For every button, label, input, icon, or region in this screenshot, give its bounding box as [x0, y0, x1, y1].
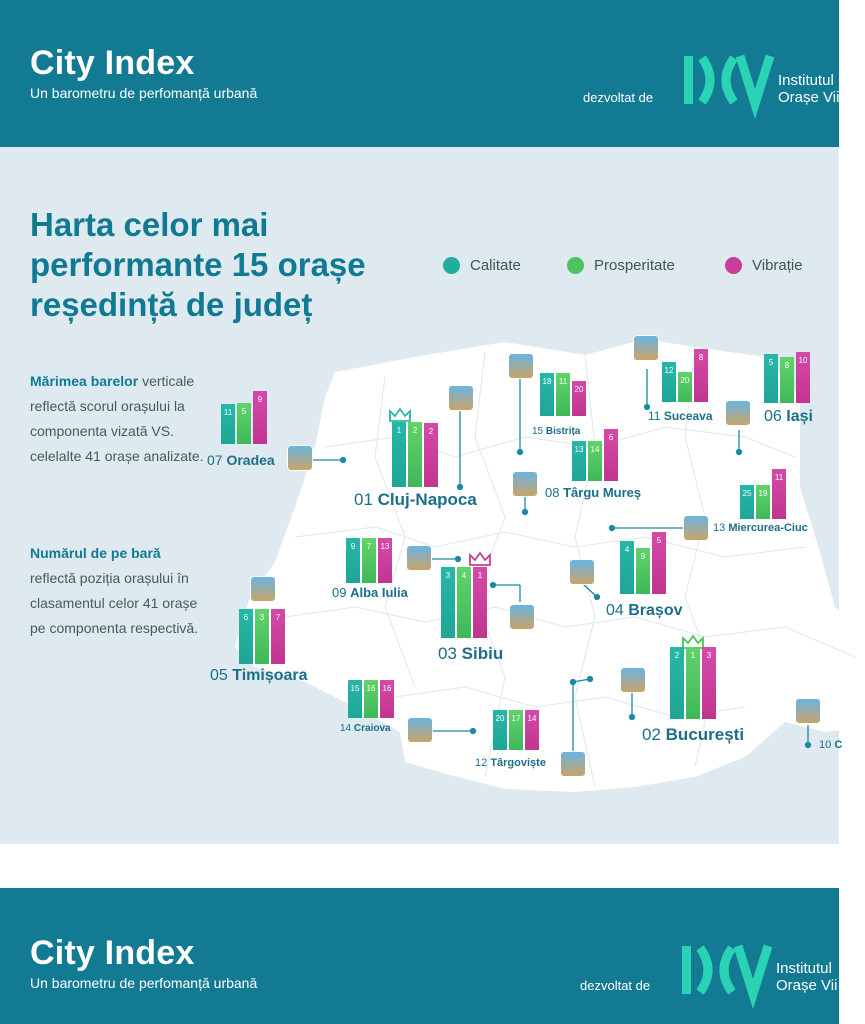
- header-banner: [0, 0, 839, 147]
- bar-calitate: [221, 404, 235, 444]
- cluj-landmark-image: [448, 385, 474, 411]
- rank-value: 3: [445, 571, 451, 580]
- city-number: 02: [642, 725, 661, 744]
- rank-value: 17: [511, 714, 521, 723]
- bar-vibratie: [572, 381, 586, 416]
- city-number: 11: [648, 409, 661, 423]
- bars-targoviste: [493, 710, 539, 750]
- bar-calitate: [348, 680, 362, 718]
- footer-developed-by-label: dezvoltat de: [580, 978, 651, 993]
- rank-value: 9: [257, 395, 263, 404]
- city-name: Miercurea-Ciuc: [728, 522, 808, 534]
- bar-vibratie: [796, 352, 810, 403]
- rank-value: 11: [223, 408, 233, 417]
- city-number: 01: [354, 490, 373, 509]
- bar-vibratie: [694, 349, 708, 402]
- craiova-landmark-image: [407, 717, 433, 743]
- bar-vibratie: [378, 538, 392, 583]
- city-label-miercurea-ciuc: [713, 522, 808, 534]
- city-name: Târgu Mureș: [563, 485, 642, 500]
- title-line3: reședință de județ: [30, 286, 313, 323]
- rank-value: 16: [382, 684, 392, 693]
- city-name: Târgoviște: [490, 757, 546, 769]
- bar-prosperitate: [408, 422, 422, 487]
- rank-value: 10: [798, 356, 808, 365]
- city-number: 09: [332, 585, 347, 600]
- note2-bold: Numărul de pe bară: [30, 545, 161, 561]
- rank-value: 1: [690, 651, 696, 660]
- city-label-iasi: [764, 408, 813, 426]
- bar-prosperitate: [556, 373, 570, 416]
- city-label-targoviste: [475, 757, 546, 769]
- city-label-craiova: [340, 723, 391, 734]
- rank-value: 1: [396, 426, 402, 435]
- bar-prosperitate: [678, 372, 692, 402]
- footer-iov-logo: [680, 942, 772, 998]
- rank-value: 14: [590, 445, 600, 454]
- bar-calitate: [572, 441, 586, 481]
- city-number: 08: [545, 485, 560, 500]
- bar-calitate: [441, 567, 455, 638]
- rank-value: 15: [350, 684, 360, 693]
- targu-mures-landmark-image: [512, 471, 538, 497]
- rank-value: 6: [608, 433, 614, 442]
- rank-value: 3: [706, 651, 712, 660]
- rank-value: 9: [350, 542, 356, 551]
- city-label-bucuresti: [642, 725, 744, 745]
- city-name: Bistrița: [545, 426, 581, 437]
- bar-prosperitate: [780, 357, 794, 403]
- brand-subtitle: Un barometru de perfomanță urbană: [30, 85, 258, 101]
- bars-iasi: [764, 352, 810, 403]
- rank-value: 20: [680, 376, 690, 385]
- title-line1: Harta celor mai: [30, 206, 269, 243]
- rank-value: 18: [542, 377, 552, 386]
- footer-brand: [30, 934, 257, 991]
- rank-value: 2: [428, 427, 434, 436]
- infographic-panel: [0, 147, 843, 844]
- bar-calitate: [662, 362, 676, 402]
- note2-text: reflectă poziția orașului în clasamentul celor 41 orașe pe componenta respectivă.: [30, 570, 199, 636]
- bar-prosperitate: [636, 548, 650, 594]
- rank-value: 6: [243, 613, 249, 622]
- legend-label-prosperitate: Prosperitate: [594, 257, 675, 274]
- rank-value: 2: [412, 426, 418, 435]
- bar-vibratie: [380, 680, 394, 718]
- rank-value: 7: [366, 542, 372, 551]
- rank-value: 5: [241, 407, 247, 416]
- footer-brand-subtitle: Un barometru de perfomanță urbană: [30, 975, 258, 991]
- city-name: Iași: [786, 408, 813, 425]
- bar-vibratie: [702, 647, 716, 719]
- city-name: Cluj-Napoca: [377, 490, 477, 509]
- city-name: C: [834, 739, 843, 751]
- bar-vibratie: [772, 469, 786, 519]
- legend-label-vibratie: Vibrație: [752, 257, 803, 274]
- rank-value: 5: [768, 358, 774, 367]
- rank-value: 8: [784, 361, 790, 370]
- iov-logo: [682, 52, 774, 108]
- suceava-landmark-image: [633, 335, 659, 361]
- institute-line2: Orașe Vii: [778, 89, 840, 106]
- rank-value: 13: [574, 445, 584, 454]
- bar-calitate: [239, 609, 253, 664]
- bar-prosperitate: [255, 609, 269, 664]
- bar-calitate: [392, 422, 406, 487]
- rank-value: 9: [640, 552, 646, 561]
- brand-title: City Index: [30, 44, 195, 82]
- bar-prosperitate: [756, 485, 770, 519]
- bars-bistrita: [540, 373, 586, 416]
- iasi-landmark-image: [725, 400, 751, 426]
- city-number: 14: [340, 723, 352, 734]
- note1-text: verticale reflectă scorul orașului la componenta vizată VS. celelalte 41 orașe analizate.: [30, 373, 204, 464]
- rank-value: 25: [742, 489, 752, 498]
- rank-value: 19: [758, 489, 768, 498]
- bar-vibratie: [253, 391, 267, 444]
- bar-vibratie: [424, 423, 438, 487]
- bar-calitate: [346, 538, 360, 583]
- rank-value: 4: [624, 545, 630, 554]
- city-name: Oradea: [226, 452, 275, 468]
- bar-calitate: [764, 354, 778, 403]
- city-number: 10: [819, 739, 832, 751]
- bar-prosperitate: [362, 538, 376, 583]
- city-name: Brașov: [628, 602, 683, 619]
- cluj-crown-icon: [389, 408, 411, 422]
- city-number: 13: [713, 522, 726, 534]
- brand: [30, 44, 257, 101]
- bar-vibratie: [525, 710, 539, 750]
- rank-value: 11: [558, 377, 568, 386]
- rank-value: 14: [527, 714, 537, 723]
- bar-vibratie: [473, 567, 487, 638]
- rank-value: 13: [380, 542, 390, 551]
- city-label-targu-mures: [545, 485, 641, 500]
- bar-vibratie: [271, 609, 285, 664]
- bars-miercurea-ciuc: [740, 469, 786, 519]
- city-name: București: [665, 725, 745, 744]
- bar-calitate: [670, 647, 684, 719]
- legend-label-calitate: Calitate: [470, 257, 521, 274]
- city-number: 03: [438, 644, 457, 663]
- bars-bucuresti: [670, 647, 716, 719]
- footer-institute-line1: Institutul: [776, 960, 832, 977]
- city-name: Sibiu: [461, 644, 504, 663]
- rank-value: 8: [698, 353, 704, 362]
- city-label-alba-iulia: [332, 585, 408, 600]
- city-label-10: [819, 739, 842, 751]
- constanta-landmark-image: [795, 698, 821, 724]
- city-name: Suceava: [663, 409, 713, 423]
- sibiu-crown-icon: [469, 552, 491, 566]
- city-number: 12: [475, 757, 488, 769]
- bar-prosperitate: [364, 680, 378, 718]
- sibiu-landmark-image: [509, 604, 535, 630]
- rank-value: 11: [774, 473, 784, 482]
- bars-targu-mures: [572, 429, 618, 481]
- rank-value: 5: [656, 536, 662, 545]
- city-number: 15: [532, 426, 544, 437]
- bar-prosperitate: [686, 647, 700, 719]
- city-number: 07: [207, 452, 223, 468]
- brasov-landmark-image: [569, 559, 595, 585]
- bistrita-landmark-image: [508, 353, 534, 379]
- bars-timisoara: [239, 609, 285, 664]
- bar-calitate: [540, 373, 554, 416]
- rank-value: 16: [366, 684, 376, 693]
- bar-prosperitate: [588, 441, 602, 481]
- footer-institute-line2: Orașe Vii: [776, 977, 838, 994]
- bar-calitate: [493, 710, 507, 750]
- city-name: Alba Iulia: [350, 585, 408, 600]
- institute-name: [778, 72, 839, 106]
- rank-value: 20: [495, 714, 505, 723]
- bar-prosperitate: [237, 403, 251, 444]
- bucuresti-landmark-image: [620, 667, 646, 693]
- bar-prosperitate: [509, 710, 523, 750]
- bars-brasov: [620, 532, 666, 594]
- rank-value: 1: [477, 571, 483, 580]
- rank-value: 2: [674, 651, 680, 660]
- rank-value: 4: [461, 571, 467, 580]
- city-label-cluj-napoca: [354, 490, 477, 510]
- bars-sibiu: [441, 567, 487, 638]
- title-line2: performante 15 orașe: [30, 246, 366, 283]
- targoviste-landmark-image: [560, 751, 586, 777]
- bars-cluj-napoca: [392, 422, 438, 487]
- rank-value: 7: [275, 613, 281, 622]
- bars-suceava: [662, 349, 708, 402]
- city-label-sibiu: [438, 644, 503, 664]
- footer-institute-name: [776, 960, 837, 994]
- bars-craiova: [348, 680, 394, 718]
- alba-iulia-landmark-image: [406, 545, 432, 571]
- city-number: 04: [606, 602, 624, 619]
- developed-by-label: dezvoltat de: [583, 90, 654, 105]
- city-name: Craiova: [353, 723, 391, 734]
- miercurea-ciuc-landmark-image: [683, 515, 709, 541]
- bar-prosperitate: [457, 567, 471, 638]
- note1-bold: Mărimea barelor: [30, 373, 139, 389]
- rank-value: 3: [259, 613, 265, 622]
- institute-line1: Institutul: [778, 72, 834, 89]
- rank-value: 20: [574, 385, 584, 394]
- oradea-landmark-image: [287, 445, 313, 471]
- bar-vibratie: [604, 429, 618, 481]
- city-label-suceava: [648, 409, 713, 423]
- bar-calitate: [740, 485, 754, 519]
- separator: [0, 844, 839, 888]
- city-number: 06: [764, 408, 782, 425]
- city-label-oradea: [207, 452, 275, 468]
- city-number: 05: [210, 667, 228, 684]
- bars-oradea: [221, 391, 267, 444]
- city-name: Timișoara: [232, 667, 308, 684]
- bar-calitate: [620, 541, 634, 594]
- footer-brand-title: City Index: [30, 934, 195, 972]
- city-label-timisoara: [210, 667, 308, 685]
- city-label-brasov: [606, 602, 683, 620]
- footer-banner: [0, 888, 839, 1024]
- timisoara-landmark-image: [250, 576, 276, 602]
- rank-value: 12: [664, 366, 674, 375]
- bar-vibratie: [652, 532, 666, 594]
- bars-alba-iulia: [346, 538, 392, 583]
